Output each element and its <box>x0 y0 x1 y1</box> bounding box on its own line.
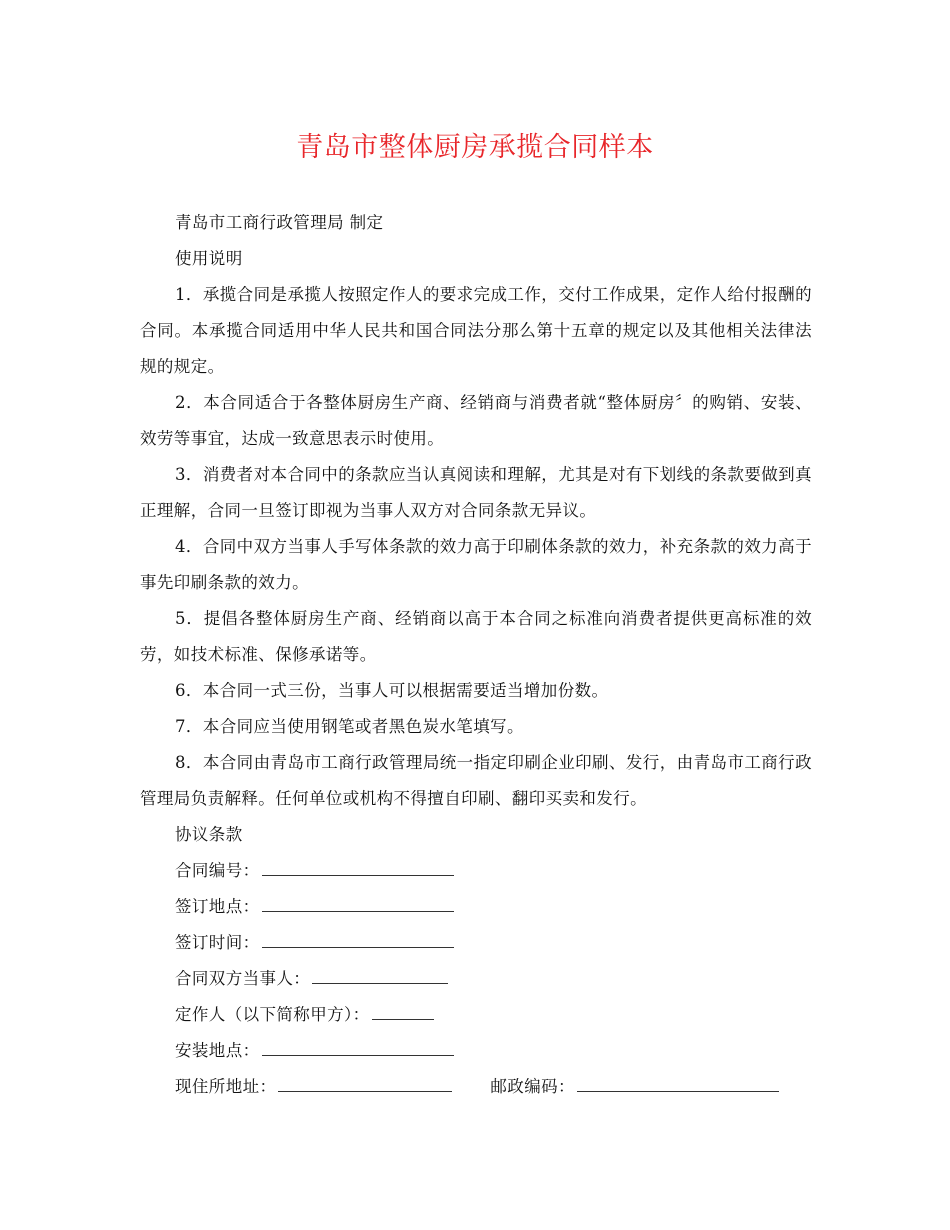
document-title: 青岛市整体厨房承揽合同样本 <box>296 132 654 163</box>
sign-time-label: 签订时间： <box>175 933 260 952</box>
instruction-item-3: 3．消费者对本合同中的条款应当认真阅读和理解，尤其是对有下划线的条款要做到真正理解，合同一旦签订即视为当事人双方对合同条款无异议。 <box>140 465 812 520</box>
instruction-item-4: 4．合同中双方当事人手写体条款的效力高于印刷体条款的效力，补充条款的效力高于事先印刷条款的效力。 <box>140 537 812 592</box>
instruction-item-2: 2．本合同适合于各整体厨房生产商、经销商与消费者就“整体厨房〞的购销、安装、效劳等事宜，达成一致意思表示时使用。 <box>140 393 812 448</box>
instruction-item-6: 6．本合同一式三份，当事人可以根据需要适当增加份数。 <box>175 681 609 700</box>
party-a-label: 定作人（以下简称甲方）： <box>175 1005 370 1024</box>
instruction-item-5: 5．提倡各整体厨房生产商、经销商以高于本合同之标准向消费者提供更高标准的效劳，如技术标准、保修承诺等。 <box>140 609 812 664</box>
postcode-label: 邮政编码： <box>490 1077 575 1096</box>
contract-no-row <box>140 853 812 889</box>
issuer-line: 青岛市工商行政管理局 制定 <box>175 213 384 232</box>
party-a-row <box>140 997 812 1033</box>
address-row <box>140 1069 812 1105</box>
sign-place-blank[interactable] <box>262 891 454 912</box>
instruction-item-1: 1．承揽合同是承揽人按照定作人的要求完成工作，交付工作成果，定作人给付报酬的合同。本承揽合同适用中华人民共和国合同法分那么第十五章的规定以及其他相关法律法规的规定。 <box>140 285 812 376</box>
instruction-item-7: 7．本合同应当使用钢笔或者黑色炭水笔填写。 <box>175 717 524 736</box>
sign-time-row <box>140 925 812 961</box>
parties-label: 合同双方当事人： <box>175 969 311 988</box>
address-blank[interactable] <box>278 1071 452 1092</box>
contract-no-blank[interactable] <box>262 855 454 876</box>
sign-place-row <box>140 889 812 925</box>
instructions-heading: 使用说明 <box>175 249 243 268</box>
instruction-item-8: 8．本合同由青岛市工商行政管理局统一指定印刷企业印刷、发行，由青岛市工商行政管理局负责解释。任何单位或机构不得擅自印刷、翻印买卖和发行。 <box>140 753 812 808</box>
contract-no-label: 合同编号： <box>175 861 260 880</box>
terms-heading: 协议条款 <box>175 825 243 844</box>
parties-row <box>140 961 812 997</box>
sign-time-blank[interactable] <box>262 927 454 948</box>
parties-blank[interactable] <box>312 963 448 984</box>
install-place-blank[interactable] <box>262 1035 454 1056</box>
document-body <box>140 205 812 1105</box>
address-label: 现住所地址： <box>175 1077 277 1096</box>
install-place-row <box>140 1033 812 1069</box>
sign-place-label: 签订地点： <box>175 897 260 916</box>
postcode-blank[interactable] <box>577 1071 779 1092</box>
party-a-blank[interactable] <box>372 999 434 1020</box>
install-place-label: 安装地点： <box>175 1041 260 1060</box>
